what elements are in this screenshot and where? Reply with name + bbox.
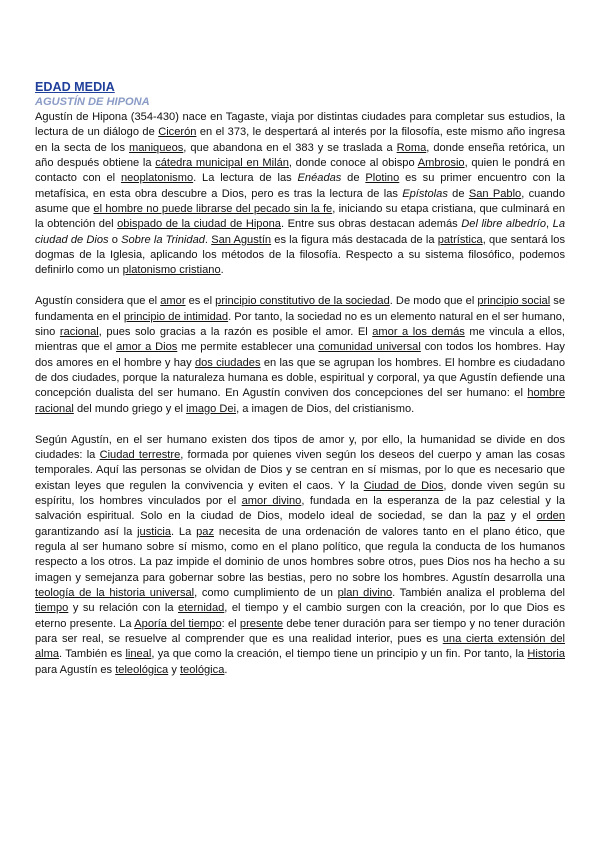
work-title: Enéadas xyxy=(297,172,342,185)
text-run: necesita de una ordenación de valores tanto en el plano ético, que regula al ser humano sobre sí mismo, como en el plano político, que regula la conducta de los humanos respecto a los otros. La paz impide el dominio de unos hombres sobre otros, pues Dios nos ha hecho a su imagen y semejanza para gobernar sobre las bestias, pero no sobre los hombres. Agustín desarrolla una xyxy=(35,525,566,584)
text-run: . Por tanto, la sociedad no es un elemento natural en el ser humano, sino xyxy=(35,310,565,338)
text-run: debe tener duración para ser tiempo y no tener duración para ser real, se resuelve al comprender que es una realidad interior, pues es xyxy=(35,617,566,645)
key-term: orden xyxy=(536,510,565,523)
key-term: una cierta extensión del alma xyxy=(35,633,565,661)
text-run: y xyxy=(168,663,180,676)
paragraph-biography xyxy=(35,110,565,279)
key-term: Ciudad de Dios xyxy=(363,479,444,492)
text-run: , donde enseña retórica, un año después obtiene la xyxy=(35,141,565,170)
text-run: , a imagen de Dios, del cristianismo. xyxy=(236,402,415,415)
text-run: . De modo que el xyxy=(389,295,478,308)
text-run: , pues solo gracias a la razón es posible el amor. El xyxy=(98,325,373,338)
work-title: Del libre albedrío xyxy=(461,218,547,231)
key-term: platonismo cristiano xyxy=(122,264,221,277)
document-page xyxy=(35,80,565,694)
key-term: principio constitutivo de la sociedad xyxy=(215,295,390,308)
work-title: Sobre la Trinidad xyxy=(121,233,205,246)
key-term: obispado de la ciudad de Hipona xyxy=(117,218,281,231)
text-run: . xyxy=(220,264,224,277)
text-run: . También es xyxy=(59,648,126,661)
text-run: y el xyxy=(505,510,537,523)
text-run: en el 373, le despertará al interés por la filosofía, este mismo año ingresa en la secta de los xyxy=(35,126,565,154)
text-run: , como cumplimiento de un xyxy=(194,586,338,599)
text-run: Según Agustín, en el ser humano existen dos tipos de amor y, por ello, la humanidad se divide en dos ciudades: la xyxy=(35,433,565,461)
text-run: , formada por quienes viven según los deseos del cuerpo y aman las cosas temporales. Aquí las personas se olvidan de Dios y se centran en sí mismas, por lo que es necesario que existan leyes que regulen la convivencia y eviten el caos. Y la xyxy=(35,448,565,492)
key-term: amor a Dios xyxy=(116,341,178,354)
key-term: Roma xyxy=(396,141,427,154)
text-run: , iniciando su etapa cristiana, que culminará en la obtención del xyxy=(35,203,565,231)
key-term: teológica xyxy=(179,663,225,676)
text-run: Agustín considera que el xyxy=(35,295,161,308)
text-run: es su primer encuentro con la metafísica, en esta obra descubre a Dios, pero es tras la lectura de las xyxy=(35,172,565,200)
text-run: . xyxy=(204,233,212,246)
text-run: , el tiempo y el cambio surgen con la creación, por lo que Dios es eterno presente. La xyxy=(35,602,565,630)
key-term: lineal xyxy=(125,648,152,661)
key-term: Ambrosio xyxy=(417,157,465,170)
key-term: presente xyxy=(239,617,284,630)
key-term: comunidad universal xyxy=(318,341,421,354)
key-term: el hombre no puede librarse del pecado sin la fe xyxy=(93,203,333,216)
text-run: , xyxy=(546,218,553,231)
text-run: me permite establecer una xyxy=(177,341,319,354)
key-term: paz xyxy=(196,525,214,538)
key-term: maniqueos xyxy=(129,141,184,154)
text-run: Agustín de Hipona (354-430) nace en Tagaste, viaja por distintas ciudades para completar sus estudios, la lectura de un diálogo de xyxy=(35,111,565,139)
key-term: amor a los demás xyxy=(372,325,465,338)
paragraph-love-society xyxy=(35,294,565,417)
key-term: plan divino xyxy=(337,586,393,599)
text-run: . xyxy=(224,663,228,676)
text-run: , quien le pondrá en contacto con el xyxy=(35,157,566,185)
text-run: y su relación con la xyxy=(68,602,179,615)
key-term: Historia xyxy=(527,648,565,661)
text-run: . La lectura de las xyxy=(193,172,298,185)
key-term: Aporía del tiempo xyxy=(134,617,222,630)
key-term: amor xyxy=(160,295,186,308)
text-run: de xyxy=(447,187,469,200)
key-term: racional xyxy=(59,325,99,338)
key-term: cátedra municipal en Milán xyxy=(155,157,289,170)
key-term: neoplatonismo xyxy=(120,172,194,185)
key-term: principio social xyxy=(477,295,551,308)
text-run: garantizando así la xyxy=(35,525,138,538)
key-term: hombre racional xyxy=(35,387,565,415)
text-run: con todos los hombres. Hay dos amores en el hombre y hay xyxy=(35,341,565,369)
key-term: Plotino xyxy=(365,172,400,185)
text-run: , cuando asume que xyxy=(35,187,566,216)
key-term: amor divino xyxy=(241,494,302,507)
work-title: Epístolas xyxy=(402,187,448,200)
key-term: justicia xyxy=(137,525,172,538)
text-run: : el xyxy=(221,617,240,630)
key-term: eternidad xyxy=(178,602,225,615)
text-run: en las que se agrupan los hombres. El hombre es ciudadano de dos ciudades, porque la naturaleza humana es doble, espiritual y corporal, ya que Agustín defiende una concepción dualista del ser humano. En Agustín conviven dos concepciones del ser humano: el xyxy=(35,356,565,400)
text-run: , donde conoce al obispo xyxy=(288,157,418,170)
key-term: paz xyxy=(487,510,506,523)
key-term: teología de la historia universal xyxy=(35,586,195,599)
text-run: del mundo griego y el xyxy=(73,402,187,415)
text-run: para Agustín es xyxy=(35,663,116,676)
text-run: se fundamenta en el xyxy=(35,295,565,323)
key-term: imago Dei xyxy=(186,402,237,415)
key-term: San Pablo xyxy=(468,187,522,200)
key-term: dos ciudades xyxy=(194,356,261,369)
text-run: . Entre sus obras destacan además xyxy=(280,218,462,231)
section-title: EDAD MEDIA xyxy=(35,80,115,94)
section-subtitle: AGUSTÍN DE HIPONA xyxy=(35,96,150,108)
key-term: tiempo xyxy=(35,602,69,615)
text-run: , que abandona en el 383 y se traslada a xyxy=(183,141,397,154)
text-run: es el xyxy=(185,295,216,308)
text-run: . La xyxy=(171,525,197,538)
text-run: , que sentará los dogmas de la Iglesia, aplicando los métodos de la filosofía. Respecto a su sistema filosófico, podemos definirlo como un xyxy=(35,233,565,277)
text-run: de xyxy=(341,172,366,185)
key-term: Ciudad terrestre xyxy=(99,448,181,461)
key-term: San Agustín xyxy=(211,233,272,246)
text-run: es la figura más destacada de la xyxy=(271,233,438,246)
paragraph-two-cities xyxy=(35,433,565,679)
text-run: . También analiza el problema del xyxy=(392,586,565,599)
text-run: , ya que como la creación, el tiempo tiene un principio y un fin. Por tanto, la xyxy=(151,648,528,661)
key-term: patrística xyxy=(437,233,483,246)
key-term: Cicerón xyxy=(158,126,197,139)
text-run: , donde viven según su espíritu, los hombres vinculados por el xyxy=(35,479,565,507)
work-title: La ciudad de Dios xyxy=(35,218,565,246)
key-term: principio de intimidad xyxy=(123,310,229,323)
text-run: o xyxy=(108,233,122,246)
text-run: , fundada en la esperanza de la paz celestial y la salvación espiritual. Solo en la ciudad de Dios, modelo ideal de sociedad, se dan la xyxy=(35,494,565,523)
key-term: teleológica xyxy=(115,663,169,676)
text-run: me vincula a ellos, mientras que el xyxy=(35,325,565,354)
